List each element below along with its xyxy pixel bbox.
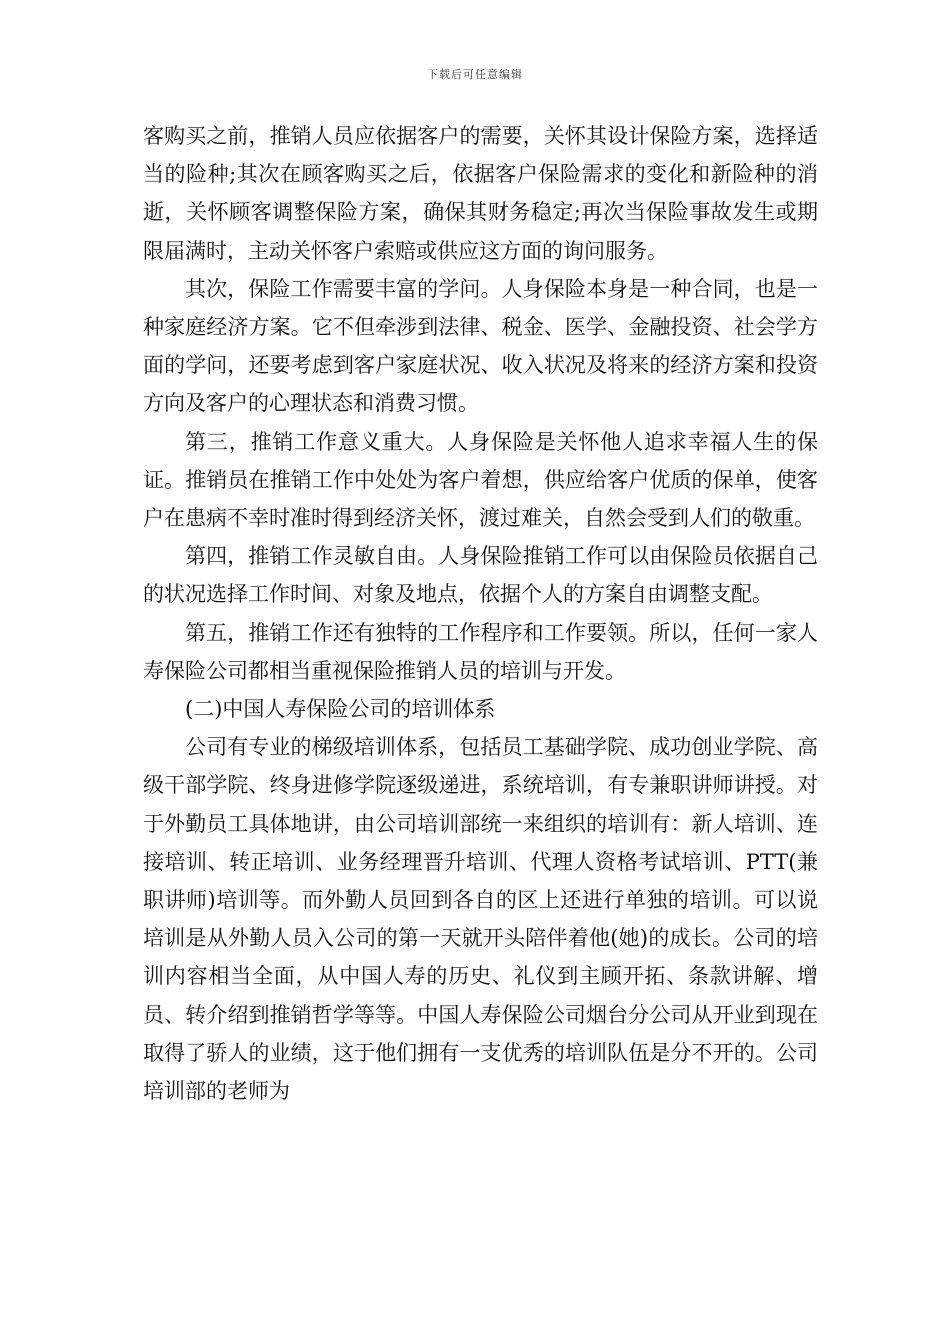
section-heading: (二)中国人寿保险公司的培训体系 (185, 697, 496, 722)
paragraph-2: 其次，保险工作需要丰富的学问。人身保险本身是一种合同，也是一种家庭经济方案。它不但牵涉到法律、税金、医学、金融投资、社会学方面的学问，还要考虑到客户家庭状况、收入状况及将来的经济方案和投资方向及客户的心理状态和消费习惯。 (143, 276, 818, 416)
paragraph-5: 第五，推销工作还有独特的工作程序和工作要领。所以，任何一家人寿保险公司都相当重视保险推销人员的培训与开发。 (143, 620, 818, 683)
paragraph-4: 第四，推销工作灵敏自由。人身保险推销工作可以由保险员依据自己的状况选择工作时间、对象及地点，依据个人的方案自由调整支配。 (143, 544, 818, 607)
paragraph-6: 公司有专业的梯级培训体系，包括员工基础学院、成功创业学院、高级干部学院、终身进修学院逐级递进，系统培训，有专兼职讲师讲授。对于外勤员工具体地讲，由公司培训部统一来组织的培训有：新人培训、连接培训、转正培训、业务经理晋升培训、代理人资格考试培训、PTT(兼职讲师)培训等。而外勤人员回到各自的区上还进行单独的培训。可以说培训是从外勤人员入公司的第一天就开头陪伴着他(她)的成长。公司的培训内容相当全面，从中国人寿的历史、礼仪到主顾开拓、条款讲解、增员、转介绍到推销哲学等等。中国人寿保险公司烟台分公司从开业到现在取得了骄人的业绩，这于他们拥有一支优秀的培训队伍是分不开的。公司培训部的老师为 (143, 735, 818, 1104)
page-header: 下载后可任意编辑 (427, 68, 523, 81)
document-body (143, 117, 818, 1110)
paragraph-3: 第三，推销工作意义重大。人身保险是关怀他人追求幸福人生的保证。推销员在推销工作中处处为客户着想，供应给客户优质的保单，使客户在患病不幸时准时得到经济关怀，渡过难关，自然会受到人们的敬重。 (143, 429, 818, 531)
paragraph-1: 客购买之前，推销人员应依据客户的需要，关怀其设计保险方案，选择适当的险种;其次在顾客购买之后，依据客户保险需求的变化和新险种的消逝，关怀顾客调整保险方案，确保其财务稳定;再次当保险事故发生或期限届满时，主动关怀客户索赔或供应这方面的询问服务。 (143, 124, 818, 263)
